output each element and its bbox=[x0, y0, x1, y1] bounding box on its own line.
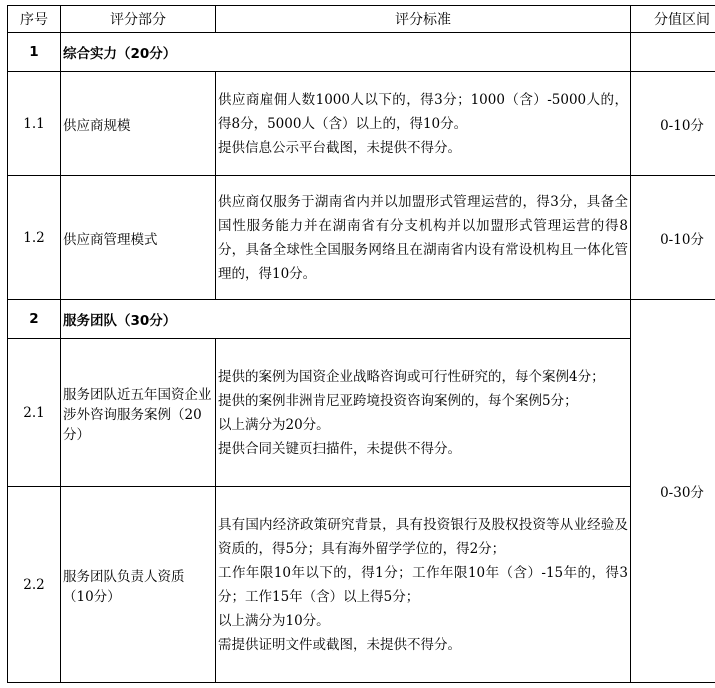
item-part: 供应商规模 bbox=[61, 72, 216, 176]
standard-line: 具有国内经济政策研究背景，具有投资银行及股权投资等从业经验及资质的，得5分；具有海外留学学位的，得2分； bbox=[218, 516, 628, 557]
header-standard: 评分标准 bbox=[216, 6, 631, 33]
header-no: 序号 bbox=[8, 6, 61, 33]
standard-line: 工作年限10年以下的，得1分；工作年限10年（含）-15年的，得3分；工作15年（含）以上得5分； bbox=[218, 564, 628, 605]
item-range: 0-10分 bbox=[631, 72, 715, 176]
item-part: 服务团队近五年国资企业涉外咨询服务案例（20分） bbox=[61, 339, 216, 487]
table-row bbox=[8, 339, 715, 487]
section-no: 1 bbox=[8, 33, 61, 72]
item-no: 2.2 bbox=[8, 487, 61, 683]
item-standard bbox=[216, 72, 631, 176]
header-row bbox=[8, 6, 715, 33]
item-no: 1.1 bbox=[8, 72, 61, 176]
header-range: 分值区间 bbox=[631, 6, 715, 33]
item-no: 2.1 bbox=[8, 339, 61, 487]
item-standard bbox=[216, 487, 631, 683]
standard-line: 需提供证明文件或截图，未提供不得分。 bbox=[218, 636, 461, 653]
standard-line: 供应商雇佣人数1000人以下的，得3分；1000（含）-5000人的，得8分，5000人（含）以上的，得10分。 bbox=[218, 91, 628, 132]
standard-line: 以上满分为20分。 bbox=[218, 416, 330, 433]
table-row bbox=[8, 487, 715, 683]
section-title: 服务团队（30分） bbox=[61, 300, 631, 339]
item-standard bbox=[216, 339, 631, 487]
item-part: 供应商管理模式 bbox=[61, 176, 216, 300]
item-part: 服务团队负责人资质（10分） bbox=[61, 487, 216, 683]
section-row-1 bbox=[8, 33, 715, 72]
section-range: 0-30分 bbox=[631, 300, 715, 683]
section-range-empty bbox=[631, 33, 715, 72]
standard-line: 以上满分为10分。 bbox=[218, 612, 330, 629]
standard-line: 提供合同关键页扫描件，未提供不得分。 bbox=[218, 440, 461, 457]
item-range: 0-10分 bbox=[631, 176, 715, 300]
section-title: 综合实力（20分） bbox=[61, 33, 631, 72]
table-row bbox=[8, 72, 715, 176]
item-no: 1.2 bbox=[8, 176, 61, 300]
standard-line: 提供的案例非洲肯尼亚跨境投资咨询案例的，每个案例5分； bbox=[218, 392, 578, 409]
section-row-2 bbox=[8, 300, 715, 339]
header-part: 评分部分 bbox=[61, 6, 216, 33]
scoring-table bbox=[7, 5, 715, 683]
standard-line: 提供的案例为国资企业战略咨询或可行性研究的，每个案例4分； bbox=[218, 368, 605, 385]
table-row bbox=[8, 176, 715, 300]
standard-line: 提供信息公示平台截图，未提供不得分。 bbox=[218, 139, 461, 156]
item-standard bbox=[216, 176, 631, 300]
standard-line: 供应商仅服务于湖南省内并以加盟形式管理运营的，得3分，具备全国性服务能力并在湖南省有分支机构并以加盟形式管理运营的得8分，具备全球性全国服务网络且在湖南省内设有常设机构且一体化管理的，得10分。 bbox=[218, 193, 628, 282]
section-no: 2 bbox=[8, 300, 61, 339]
